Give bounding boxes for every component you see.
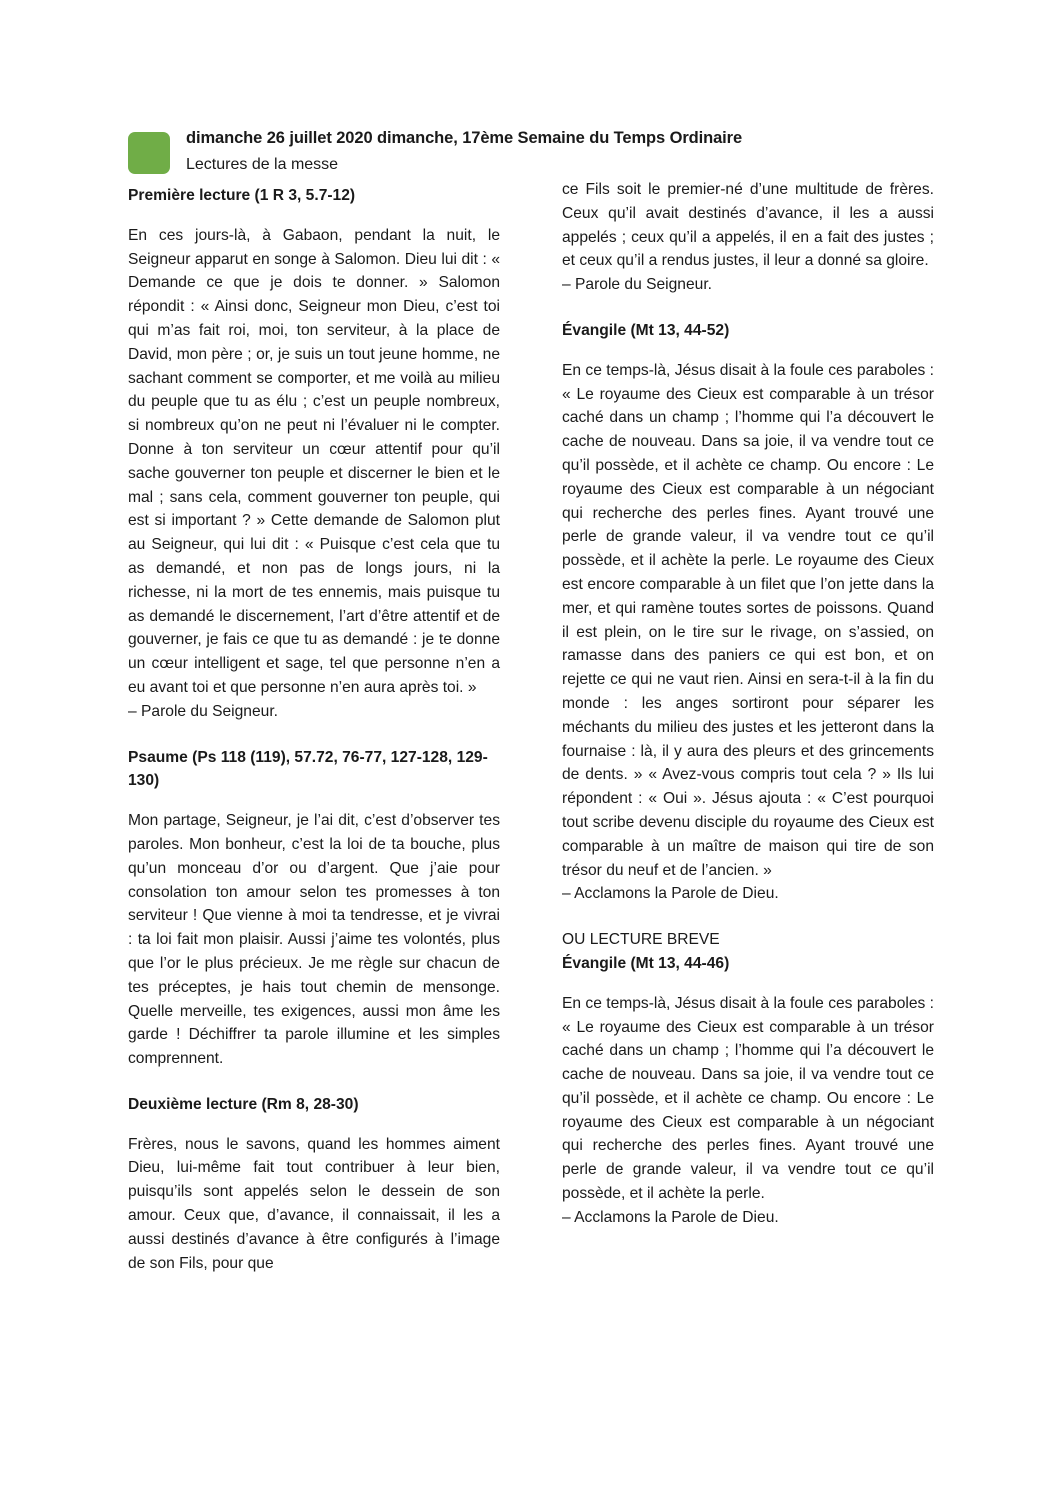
evangile-breve-closing: – Acclamons la Parole de Dieu.: [562, 1208, 779, 1226]
psaume-text: Mon partage, Seigneur, je l’ai dit, c’est d’observer tes paroles. Mon bonheur, c’est la loi de ta bouche, plus qu’un monceau d’or ou d’argent. Que j’aie pour consolation ton amour selon tes promesses à ton serviteur ! Que vienne à moi ta tendresse, et je vivrai : ta loi fait mon plaisir. Aussi j’aime tes volontés, plus que l’or le plus précieux. Je me règle sur chacun de tes préceptes, je hais tout chemin de mensonge. Quelle merveille, tes exigences, aussi mon âme les garde ! Déchiffrer ta parole illumine et les simples comprennent.: [128, 812, 500, 1068]
page-title: dimanche 26 juillet 2020 dimanche, 17ème Semaine du Temps Ordinaire: [186, 129, 743, 147]
premiere-lecture-heading: Première lecture (1 R 3, 5.7-12): [128, 187, 356, 204]
deuxieme-lecture-text-part1: Frères, nous le savons, quand les hommes aiment Dieu, lui-même fait tout contribuer à leur bien, puisqu’ils sont appelés selon le dessein de son amour. Ceux que, d’avance, il connaissait, il les a aussi destinés d’avance à être configurés à l’image de son Fils, pour que: [128, 1135, 500, 1272]
page-subtitle: Lectures de la messe: [186, 156, 339, 173]
green-square-logo: [128, 132, 170, 174]
premiere-lecture-closing: – Parole du Seigneur.: [128, 702, 278, 720]
lecture-breve-label: OU LECTURE BREVE: [562, 931, 720, 949]
evangile-breve-text: En ce temps-là, Jésus disait à la foule ces paraboles : « Le royaume des Cieux est comparable à un trésor caché dans un champ ; l’homme qui l’a découvert le cache de nouveau. Dans sa joie, il va vendre tout ce qu’il possède, et il achète ce champ. Ou encore : Le royaume des Cieux est comparable à un négociant qui recherche des perles fines. Ayant trouvé une perle de grande valeur, il va vendre tout ce qu’il possède, et il achète la perle.: [562, 994, 934, 1203]
psaume-heading: Psaume (Ps 118 (119), 57.72, 76-77, 127-128, 129-130): [128, 748, 488, 790]
deuxieme-lecture-heading: Deuxième lecture (Rm 8, 28-30): [128, 1095, 359, 1113]
left-column: [128, 184, 500, 1275]
evangile-text: En ce temps-là, Jésus disait à la foule ces paraboles : « Le royaume des Cieux est comparable à un trésor caché dans un champ ; l’homme qui l’a découvert le cache de nouveau. Dans sa joie, il va vendre tout ce qu’il possède, et il achète ce champ. Ou encore : Le royaume des Cieux est comparable à un négociant qui recherche des perles fines. Ayant trouvé une perle de grande valeur, il va vendre tout ce qu’il possède, et il achète la perle. Le royaume des Cieux est encore comparable à un filet que l’on jette dans la mer, et qui ramène toutes sortes de poissons. Quand il est plein, on le tire sur le rivage, on s’assied, on ramasse dans des paniers ce qui est bon, et on rejette ce qui ne vaut rien. Ainsi en sera-t-il à la fin du monde : les anges sortiront pour séparer les méchants du milieu des justes et les jetteront dans la fournaise : là, il y aura des pleurs et des grincements de dents. » « Avez-vous compris tout cela ? » Ils lui répondent : « Oui ». Jésus ajouta : « C’est pourquoi tout scribe devenu disciple du royaume des Cieux est comparable à un maître de maison qui tire de son trésor du neuf et de l’ancien. »: [562, 361, 934, 879]
evangile-heading: Évangile (Mt 13, 44-52): [562, 321, 730, 339]
deuxieme-lecture-closing: – Parole du Seigneur.: [562, 276, 712, 294]
right-column: [562, 178, 934, 1230]
evangile-breve-heading: Évangile (Mt 13, 44-46): [562, 954, 730, 972]
evangile-closing: – Acclamons la Parole de Dieu.: [562, 885, 779, 903]
deuxieme-lecture-text-part2: ce Fils soit le premier-né d’une multitude de frères. Ceux qu’il avait destinés d’avance, il les a aussi appelés ; ceux qu’il a appelés, il en a fait des justes ; et ceux qu’il a rendus justes, il leur a donné sa gloire.: [562, 181, 934, 270]
premiere-lecture-text: En ces jours-là, à Gabaon, pendant la nuit, le Seigneur apparut en songe à Salomon. Dieu lui dit : « Demande ce que je dois te donner. » Salomon répondit : « Ainsi donc, Seigneur mon Dieu, c’est toi qui m’as fait roi, moi, ton serviteur, à la place de David, mon père ; or, je suis un tout jeune homme, ne sachant comment se comporter, et me voilà au milieu du peuple que tu as élu ; c’est un peuple nombreux, si nombreux qu’on ne peut ni l’évaluer ni le compter. Donne à ton serviteur un cœur attentif pour qu’il sache gouverner ton peuple et discerner le bien et le mal ; sans cela, comment gouverner ton peuple, qui est si important ? » Cette demande de Salomon plut au Seigneur, qui lui dit : « Puisque c’est cela que tu as demandé, et non pas de longs jours, ni la richesse, ni la mort de tes ennemis, mais puisque tu as demandé le discernement, l’art d’être attentif et de gouverner, je fais ce que tu as demandé : je te donne un cœur intelligent et sage, tel que personne n’en a eu avant toi et que personne n’en aura après toi. »: [128, 226, 500, 696]
